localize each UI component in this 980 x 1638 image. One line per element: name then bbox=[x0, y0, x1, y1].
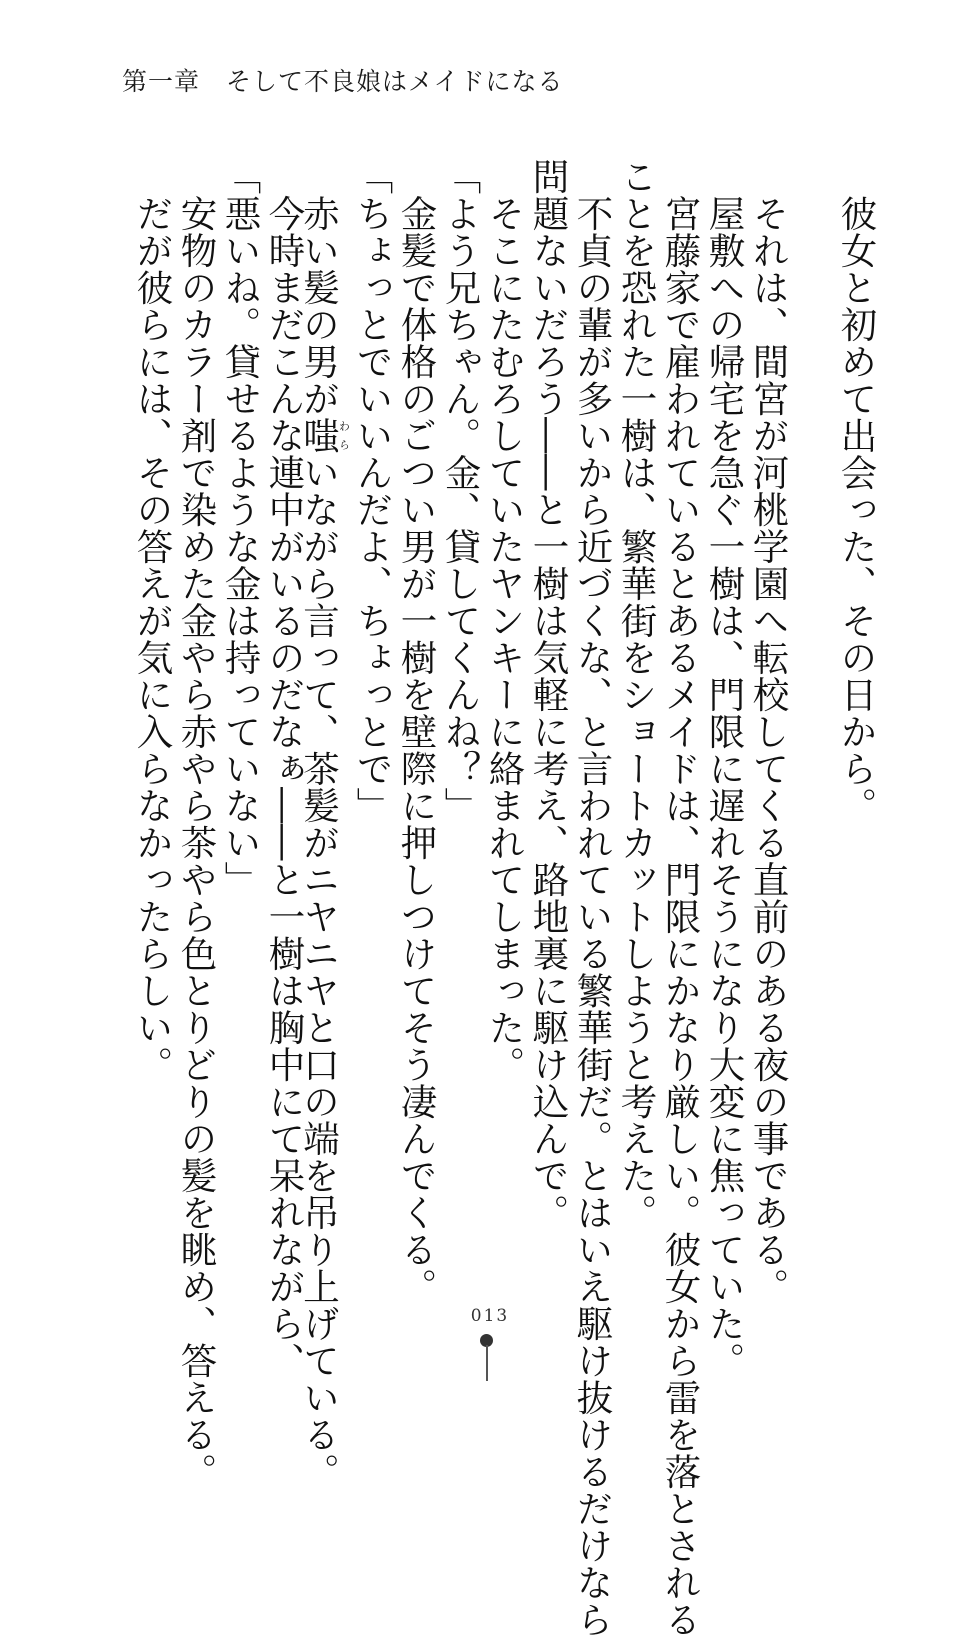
text-line-with-ruby: 赤い髪の男が嗤わらいながら言って、茶髪がニヤニヤと口の端を吊り上げている。 bbox=[297, 158, 351, 1490]
text-line: 安物のカラー剤で染めた金やら赤やら茶やら色とりどりの髪を眺め、答える。 bbox=[175, 158, 218, 1490]
text-line: だが彼らには、その答えが気に入らなかったらしい。 bbox=[131, 158, 174, 1083]
blank-line bbox=[790, 158, 834, 1268]
text-line: それは、間宮が河桃学園へ転校してくる直前のある夜の事である。 bbox=[747, 158, 790, 1305]
text-line: 金髪で体格のごつい男が一樹を壁際に押しつけてそう凄んでくる。 bbox=[395, 158, 438, 1305]
page-marker-line-icon bbox=[486, 1345, 488, 1381]
text-line: 屋敷への帰宅を急ぐ一樹は、門限に遅れそうになり大変に焦っていた。 bbox=[703, 158, 746, 1379]
ruby-base: 嗤 bbox=[297, 417, 341, 454]
dialogue-line: 「悪いね。貸せるような金は持っていない」 bbox=[219, 158, 262, 898]
text-line: そこにたむろしていたヤンキーに絡まれてしまった。 bbox=[483, 158, 526, 1083]
text-line: 宮藤家で雇われているとあるメイドは、門限にかなり厳しい。彼女から雷を落とされる bbox=[659, 158, 702, 1638]
chapter-header: 第一章 そして不良娘はメイドになる bbox=[122, 67, 564, 96]
page-number: 013 bbox=[470, 1306, 510, 1326]
text-line: 問題ないだろう――と一樹は気軽に考え、路地裏に駆け込んで。 bbox=[527, 158, 570, 1231]
text-line: 彼女と初めて出会った、その日から。 bbox=[835, 158, 878, 824]
text-line: 今時まだこんな連中がいるのだなぁ――と一樹は胸中にて呆れながら、 bbox=[263, 158, 306, 1379]
ruby-reading: わら bbox=[337, 417, 351, 454]
ruby-annotation bbox=[297, 417, 351, 454]
dialogue-line: 「ちょっとでいいんだよ、ちょっとで」 bbox=[351, 158, 394, 824]
text-line: ことを恐れた一樹は、繁華街をショートカットしようと考えた。 bbox=[615, 158, 658, 1231]
dialogue-line: 「よう兄ちゃん。金、貸してくんね？」 bbox=[439, 158, 482, 824]
text-line: 不貞の輩が多いから近づくな、と言われている繁華街だ。とはいえ駆け抜けるだけなら bbox=[571, 158, 614, 1638]
